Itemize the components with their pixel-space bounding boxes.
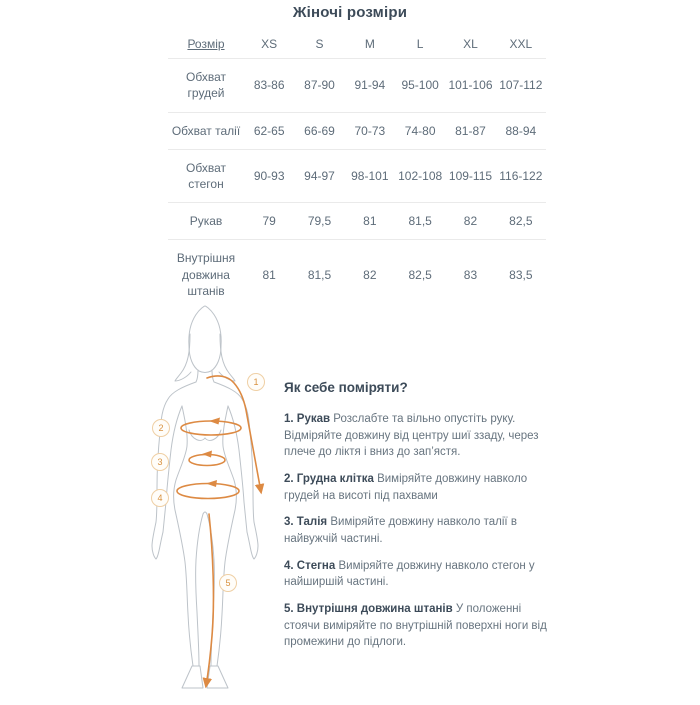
guide-step-text: У положенні стоячи виміряйте по внутрішній поверхні ноги від промежини до підлоги. — [284, 603, 547, 649]
size-value: 107-112 — [496, 59, 546, 112]
size-value: 74-80 — [395, 112, 445, 149]
marker-circle-3 — [152, 454, 169, 471]
svg-text:3: 3 — [157, 457, 163, 468]
size-value: 66-69 — [294, 112, 344, 149]
page-title: Жіночі розміри — [292, 4, 408, 21]
measurement-row-waist — [168, 112, 546, 149]
size-value: 81,5 — [395, 203, 445, 240]
guide-step-label: 4. Стегна — [284, 559, 336, 572]
size-column-header: XXL — [496, 30, 546, 59]
size-value: 83-86 — [244, 59, 294, 112]
row-label: Обхват талії — [168, 112, 244, 149]
svg-text:4: 4 — [157, 493, 163, 504]
body-measurement-diagram — [130, 300, 300, 700]
guide-step-chest — [284, 471, 558, 504]
size-value: 83 — [463, 267, 478, 282]
size-column-header: XL — [445, 30, 495, 59]
size-column-header: S — [294, 30, 344, 59]
size-value: 82,5 — [496, 203, 546, 240]
measure-ellipse-hips — [177, 484, 239, 499]
row-label: Рукав — [168, 203, 244, 240]
size-column-header: M — [345, 30, 395, 59]
svg-text:5: 5 — [225, 578, 231, 589]
size-value: 116-122 — [496, 149, 546, 202]
size-value: 79,5 — [294, 203, 344, 240]
size-column-header: XS — [244, 30, 294, 59]
size-value: 81-87 — [445, 112, 495, 149]
size-value: 82,5 — [408, 267, 432, 282]
size-value: 88-94 — [496, 112, 546, 149]
size-table — [168, 30, 546, 309]
measurement-row-chest — [168, 59, 546, 112]
size-value: 79 — [244, 203, 294, 240]
size-value: 82 — [445, 203, 495, 240]
guide-step-sleeve — [284, 411, 558, 461]
size-value: 90-93 — [244, 149, 294, 202]
size-value: 109-115 — [445, 149, 495, 202]
size-value: 94-97 — [294, 149, 344, 202]
marker-circle-5 — [220, 575, 237, 592]
size-value: 102-108 — [395, 149, 445, 202]
svg-text:1: 1 — [253, 377, 259, 388]
measurement-row-inseam — [168, 240, 546, 309]
measure-arrowhead-waist — [202, 451, 212, 458]
size-value: 91-94 — [345, 59, 395, 112]
size-value: 95-100 — [395, 59, 445, 112]
guide-step-hips — [284, 558, 558, 591]
size-value: 81 — [262, 267, 276, 282]
guide-heading: Як себе поміряти? — [284, 380, 408, 395]
guide-step-text: Розслабте та вільно опустіть руку. Відміряйте довжину від центру шиї ззаду, через плече до ліктя і вниз до зап’ястя. — [284, 413, 539, 459]
guide-step-label: 2. Грудна клітка — [284, 473, 374, 486]
size-value: 81 — [345, 203, 395, 240]
size-header-link[interactable]: Розмір — [168, 30, 244, 59]
size-column-header: L — [395, 30, 445, 59]
marker-circle-4 — [152, 490, 169, 507]
size-value: 81,5 — [307, 267, 332, 282]
size-value: 98-101 — [345, 149, 395, 202]
size-value: 70-73 — [345, 112, 395, 149]
marker-circle-2 — [153, 420, 170, 437]
svg-text:2: 2 — [158, 423, 164, 434]
guide-step-text: Виміряйте довжину навколо талії в найвужчій частині. — [284, 516, 517, 546]
measure-ellipse-waist — [189, 455, 225, 466]
size-value: 82 — [363, 267, 377, 282]
measurement-row-hips — [168, 149, 546, 202]
size-table-header-row — [168, 30, 546, 59]
guide-step-label: 5. Внутрішня довжина штанів — [284, 603, 453, 616]
size-value: 87-90 — [294, 59, 344, 112]
row-label: Внутрішня довжина штанів — [176, 251, 236, 298]
size-value: 83,5 — [509, 267, 533, 282]
guide-step-label: 3. Талія — [284, 516, 328, 529]
size-value: 62-65 — [244, 112, 294, 149]
row-label: Обхват стегон — [168, 149, 244, 202]
size-value: 101-106 — [445, 59, 495, 112]
guide-step-inseam — [284, 601, 558, 651]
guide-step-label: 1. Рукав — [284, 413, 331, 425]
measurement-row-sleeve — [168, 203, 546, 240]
marker-circle-1 — [248, 374, 265, 391]
diagram-markers — [152, 374, 265, 592]
guide-step-text: Виміряйте довжину навколо грудей на висоті під пахвами — [284, 473, 528, 502]
guide-step-waist — [284, 514, 558, 547]
row-label: Обхват грудей — [168, 59, 244, 112]
guide-step-text: Виміряйте довжину навколо стегон у найширшій частині. — [284, 559, 535, 589]
measure-guide — [284, 380, 558, 661]
measure-ellipse-chest — [181, 421, 241, 435]
measure-arrowhead-chest — [209, 418, 220, 425]
measure-arrowhead-hips — [206, 480, 217, 487]
